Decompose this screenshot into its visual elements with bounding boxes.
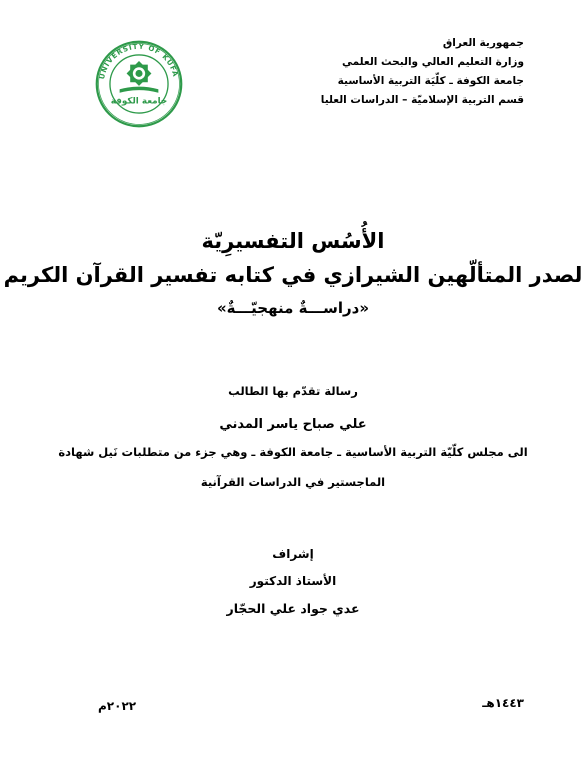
supervisor-name: عدي جواد علي الحجّار: [226, 601, 360, 616]
thesis-title-line2: لصدر المتألّهين الشيرازي في كتابه تفسير القرآن الكريم: [3, 263, 583, 287]
country-line: جمهورية العراق: [442, 37, 524, 49]
thesis-subtitle: «دراســـةٌ منهجيّـــةٌ»: [216, 299, 370, 317]
thesis-title-line1: الأُسُس التفسيرِيّة: [201, 229, 385, 253]
seal-inner-text: جامعة الكوفة: [110, 96, 168, 107]
university-college-line: جامعة الكوفة ـ كلّيَة التربية الأساسية: [337, 75, 524, 87]
supervision-label: إشراف: [272, 547, 314, 561]
submitted-by-line: رسالة تقدّم بها الطالب: [228, 384, 358, 398]
seal-outer-text: UNIVERSITY OF KUFA: [97, 41, 181, 81]
header-block: [304, 34, 524, 110]
title-block: [0, 224, 586, 322]
degree-line: الماجستير في الدراسات القرآنية: [200, 475, 386, 489]
supervision-block: [0, 544, 586, 620]
university-seal-icon: [95, 40, 183, 128]
department-line: قسم التربية الإسلاميّة – الدراسات العليا: [320, 94, 524, 106]
thesis-info-block: [0, 382, 586, 492]
student-name: علي صباح ياسر المدني: [219, 417, 367, 432]
council-line: الى مجلس كلّيّة التربية الأساسية ـ جامعة الكوفة ـ وهي جزء من متطلبات نَيل شهادة: [58, 445, 528, 459]
gregorian-date: ٢٠٢٢م: [98, 699, 137, 713]
hijri-date: ١٤٤٣هـ: [482, 696, 524, 710]
supervisor-rank: الأستاذ الدكتور: [249, 574, 337, 588]
ministry-line: وزارة التعليم العالي والبحث العلمي: [341, 56, 524, 68]
